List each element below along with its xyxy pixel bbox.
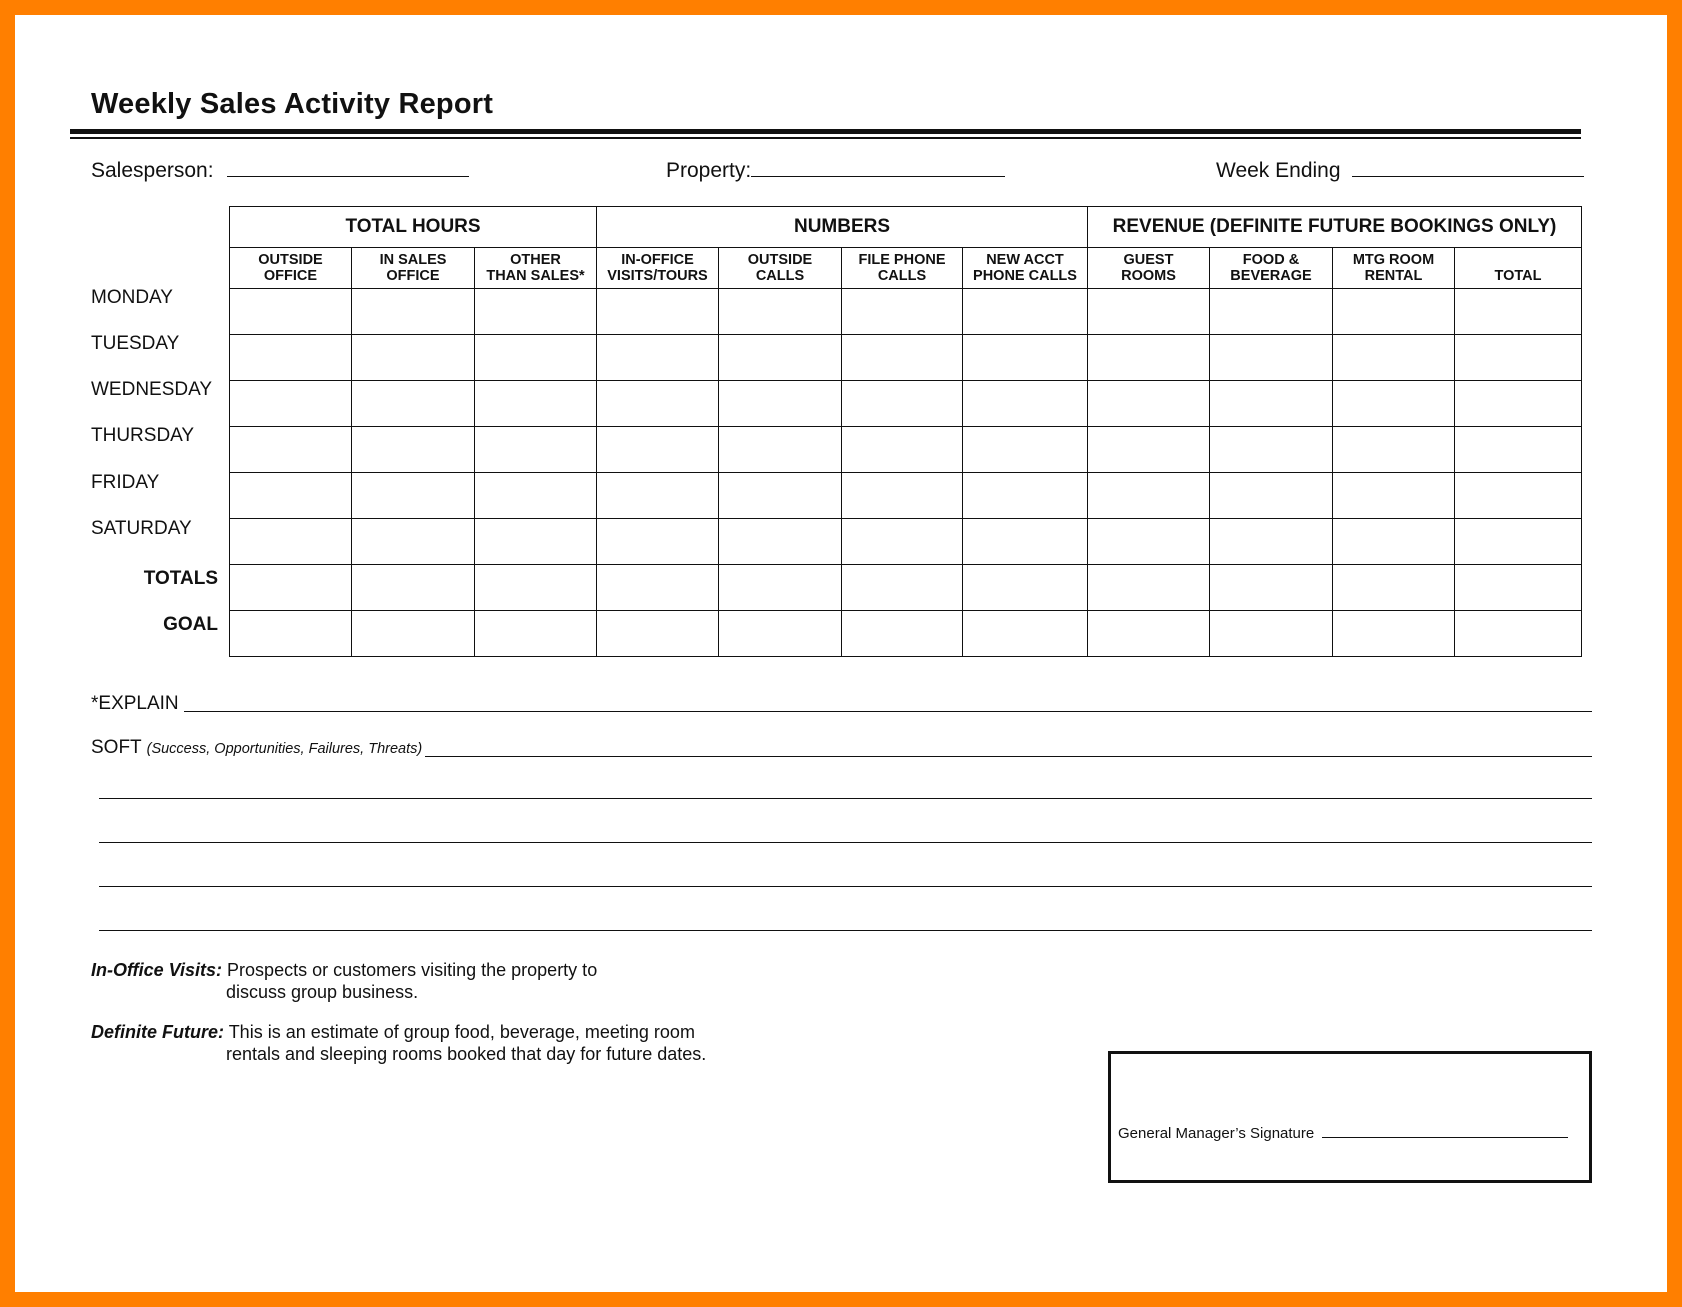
signature-label: General Manager’s Signature <box>1118 1125 1315 1142</box>
column-header-line: PHONE CALLS <box>973 268 1077 284</box>
entry-cell[interactable] <box>1455 473 1582 519</box>
note-text: rentals and sleeping rooms booked that day for future dates. <box>226 1044 707 1064</box>
soft-hint: (Success, Opportunities, Failures, Threats) <box>146 741 423 757</box>
group-header: NUMBERS <box>597 207 1088 248</box>
note-term: Definite Future: <box>91 1022 224 1042</box>
column-header-line: OTHER <box>510 252 561 268</box>
entry-cell[interactable] <box>1088 519 1210 565</box>
property-label: Property: <box>666 159 752 182</box>
column-header-line: CALLS <box>877 268 927 284</box>
column-header-line: IN-OFFICE <box>621 252 694 268</box>
entry-cell[interactable] <box>1088 473 1210 519</box>
signature-blank[interactable] <box>1322 1124 1568 1138</box>
entry-cell[interactable] <box>475 427 597 473</box>
entry-cell[interactable] <box>842 473 963 519</box>
column-header-line: FILE PHONE <box>858 252 946 268</box>
column-header <box>1333 248 1455 289</box>
entry-cell[interactable] <box>597 381 719 427</box>
column-header <box>475 248 597 289</box>
column-header <box>230 248 352 289</box>
entry-cell[interactable] <box>475 289 597 335</box>
entry-cell[interactable] <box>352 427 475 473</box>
writing-line[interactable] <box>99 798 1592 799</box>
entry-cell[interactable] <box>352 473 475 519</box>
column-header-line <box>1455 252 1581 268</box>
totals-row <box>230 565 1582 611</box>
column-header-line: THAN SALES* <box>486 268 585 284</box>
entry-cell[interactable] <box>230 289 352 335</box>
entry-cell[interactable] <box>1455 427 1582 473</box>
writing-line[interactable] <box>99 930 1592 931</box>
entry-cell[interactable] <box>1210 381 1333 427</box>
column-header <box>719 248 842 289</box>
entry-cell[interactable] <box>1088 381 1210 427</box>
day-label: MONDAY <box>91 287 173 308</box>
entry-cell[interactable] <box>963 565 1088 611</box>
entry-cell[interactable] <box>1333 611 1455 657</box>
entry-cell[interactable] <box>1088 611 1210 657</box>
column-header-line: VISITS/TOURS <box>607 268 708 284</box>
entry-cell[interactable] <box>719 289 842 335</box>
column-header <box>1210 248 1333 289</box>
note-definite-future <box>91 1021 706 1065</box>
entry-cell[interactable] <box>1210 427 1333 473</box>
entry-cell[interactable] <box>963 519 1088 565</box>
entry-cell[interactable] <box>597 289 719 335</box>
entry-cell[interactable] <box>475 473 597 519</box>
week-ending-blank[interactable] <box>1352 158 1584 177</box>
entry-cell[interactable] <box>1088 335 1210 381</box>
soft-line[interactable] <box>91 737 422 759</box>
week-ending-field[interactable] <box>1216 158 1584 183</box>
note-text: This is an estimate of group food, beverage, meeting room <box>228 1022 695 1042</box>
entry-cell[interactable] <box>963 427 1088 473</box>
entry-cell[interactable] <box>1210 473 1333 519</box>
explain-blank[interactable] <box>184 711 1592 712</box>
group-header: REVENUE (DEFINITE FUTURE BOOKINGS ONLY) <box>1088 207 1582 248</box>
column-header-line: BEVERAGE <box>1230 268 1312 284</box>
column-header-line: MTG ROOM <box>1352 252 1435 268</box>
entry-cell[interactable] <box>597 335 719 381</box>
entry-cell[interactable] <box>352 519 475 565</box>
entry-cell[interactable] <box>1210 565 1333 611</box>
week-ending-label: Week Ending <box>1216 159 1341 182</box>
day-label: WEDNESDAY <box>91 379 213 400</box>
entry-cell[interactable] <box>475 519 597 565</box>
writing-line[interactable] <box>99 842 1592 843</box>
entry-cell[interactable] <box>1455 381 1582 427</box>
entry-cell[interactable] <box>1333 335 1455 381</box>
column-header-line: RENTAL <box>1364 268 1423 284</box>
entry-cell[interactable] <box>352 289 475 335</box>
group-header: TOTAL HOURS <box>230 207 597 248</box>
entry-cell[interactable] <box>1455 611 1582 657</box>
title-rule-thick <box>70 129 1581 134</box>
entry-cell[interactable] <box>1333 381 1455 427</box>
property-field[interactable] <box>666 158 1005 183</box>
entry-cell[interactable] <box>230 335 352 381</box>
entry-cell[interactable] <box>1455 289 1582 335</box>
goal-row <box>230 611 1582 657</box>
writing-line[interactable] <box>99 886 1592 887</box>
entry-cell[interactable] <box>1088 289 1210 335</box>
column-header <box>597 248 719 289</box>
goal-label: GOAL <box>163 614 218 635</box>
entry-cell[interactable] <box>1210 335 1333 381</box>
entry-cell[interactable] <box>475 611 597 657</box>
column-header-line: FOOD & <box>1242 252 1300 268</box>
entry-cell[interactable] <box>1210 289 1333 335</box>
day-row <box>230 519 1582 565</box>
explain-line[interactable] <box>91 693 179 715</box>
day-row <box>230 427 1582 473</box>
column-header <box>842 248 963 289</box>
property-blank[interactable] <box>751 158 1005 177</box>
entry-cell[interactable] <box>230 519 352 565</box>
entry-cell[interactable] <box>963 611 1088 657</box>
entry-cell[interactable] <box>842 381 963 427</box>
entry-cell[interactable] <box>719 427 842 473</box>
day-row <box>230 289 1582 335</box>
entry-cell[interactable] <box>1210 519 1333 565</box>
entry-cell[interactable] <box>842 289 963 335</box>
entry-cell[interactable] <box>597 611 719 657</box>
day-label: TUESDAY <box>91 333 180 354</box>
salesperson-field[interactable] <box>91 158 469 183</box>
note-text: Prospects or customers visiting the property to <box>227 960 598 980</box>
entry-cell[interactable] <box>475 381 597 427</box>
entry-cell[interactable] <box>352 611 475 657</box>
entry-cell[interactable] <box>842 611 963 657</box>
entry-cell[interactable] <box>719 381 842 427</box>
entry-cell[interactable] <box>1455 565 1582 611</box>
report-title: Weekly Sales Activity Report <box>91 88 494 120</box>
entry-cell[interactable] <box>963 381 1088 427</box>
entry-cell[interactable] <box>963 289 1088 335</box>
entry-cell[interactable] <box>719 335 842 381</box>
salesperson-label: Salesperson: <box>91 159 214 182</box>
column-header-line: IN SALES <box>379 252 447 268</box>
entry-cell[interactable] <box>842 335 963 381</box>
title-rule-thin <box>70 137 1581 139</box>
entry-cell[interactable] <box>1455 335 1582 381</box>
day-row <box>230 473 1582 519</box>
column-header-line: TOTAL <box>1494 268 1542 284</box>
entry-cell[interactable] <box>1455 519 1582 565</box>
soft-blank[interactable] <box>425 756 1592 757</box>
entry-cell[interactable] <box>352 335 475 381</box>
entry-cell[interactable] <box>842 565 963 611</box>
day-row <box>230 335 1582 381</box>
column-header-line: CALLS <box>755 268 805 284</box>
entry-cell[interactable] <box>597 473 719 519</box>
column-header-line: OUTSIDE <box>258 252 323 268</box>
column-header-line: ROOMS <box>1121 268 1176 284</box>
salesperson-blank[interactable] <box>227 158 469 177</box>
entry-cell[interactable] <box>1210 611 1333 657</box>
entry-cell[interactable] <box>719 611 842 657</box>
entry-cell[interactable] <box>230 381 352 427</box>
entry-cell[interactable] <box>963 473 1088 519</box>
entry-cell[interactable] <box>597 519 719 565</box>
column-header <box>1455 248 1582 289</box>
entry-cell[interactable] <box>1333 519 1455 565</box>
day-label: SATURDAY <box>91 518 192 539</box>
column-header-line: OFFICE <box>263 268 318 284</box>
entry-cell[interactable] <box>1333 427 1455 473</box>
signature-box <box>1108 1051 1592 1183</box>
signature-line[interactable] <box>1118 1124 1568 1142</box>
column-header-line: GUEST <box>1123 252 1174 268</box>
day-label: FRIDAY <box>91 472 160 493</box>
entry-cell[interactable] <box>719 519 842 565</box>
column-header-line: OUTSIDE <box>747 252 813 268</box>
column-header <box>352 248 475 289</box>
day-row <box>230 381 1582 427</box>
entry-cell[interactable] <box>475 565 597 611</box>
note-term: In-Office Visits: <box>91 960 223 980</box>
soft-label: SOFT <box>91 737 142 758</box>
column-header-line: NEW ACCT <box>986 252 1064 268</box>
entry-cell[interactable] <box>475 335 597 381</box>
column-header <box>963 248 1088 289</box>
entry-cell[interactable] <box>1333 473 1455 519</box>
column-header <box>1088 248 1210 289</box>
entry-cell[interactable] <box>719 565 842 611</box>
entry-cell[interactable] <box>352 565 475 611</box>
activity-table <box>229 206 1582 657</box>
entry-cell[interactable] <box>597 565 719 611</box>
entry-cell[interactable] <box>230 473 352 519</box>
totals-label: TOTALS <box>143 568 218 589</box>
entry-cell[interactable] <box>352 381 475 427</box>
entry-cell[interactable] <box>230 565 352 611</box>
note-in-office-visits <box>91 959 597 1003</box>
entry-cell[interactable] <box>597 427 719 473</box>
entry-cell[interactable] <box>1333 289 1455 335</box>
entry-cell[interactable] <box>1333 565 1455 611</box>
entry-cell[interactable] <box>963 335 1088 381</box>
entry-cell[interactable] <box>842 519 963 565</box>
entry-cell[interactable] <box>1088 427 1210 473</box>
entry-cell[interactable] <box>230 611 352 657</box>
entry-cell[interactable] <box>842 427 963 473</box>
entry-cell[interactable] <box>1088 565 1210 611</box>
note-text: discuss group business. <box>226 982 419 1002</box>
day-label: THURSDAY <box>91 425 195 446</box>
entry-cell[interactable] <box>719 473 842 519</box>
column-header-line: OFFICE <box>386 268 440 284</box>
entry-cell[interactable] <box>230 427 352 473</box>
explain-label: *EXPLAIN <box>91 693 179 714</box>
